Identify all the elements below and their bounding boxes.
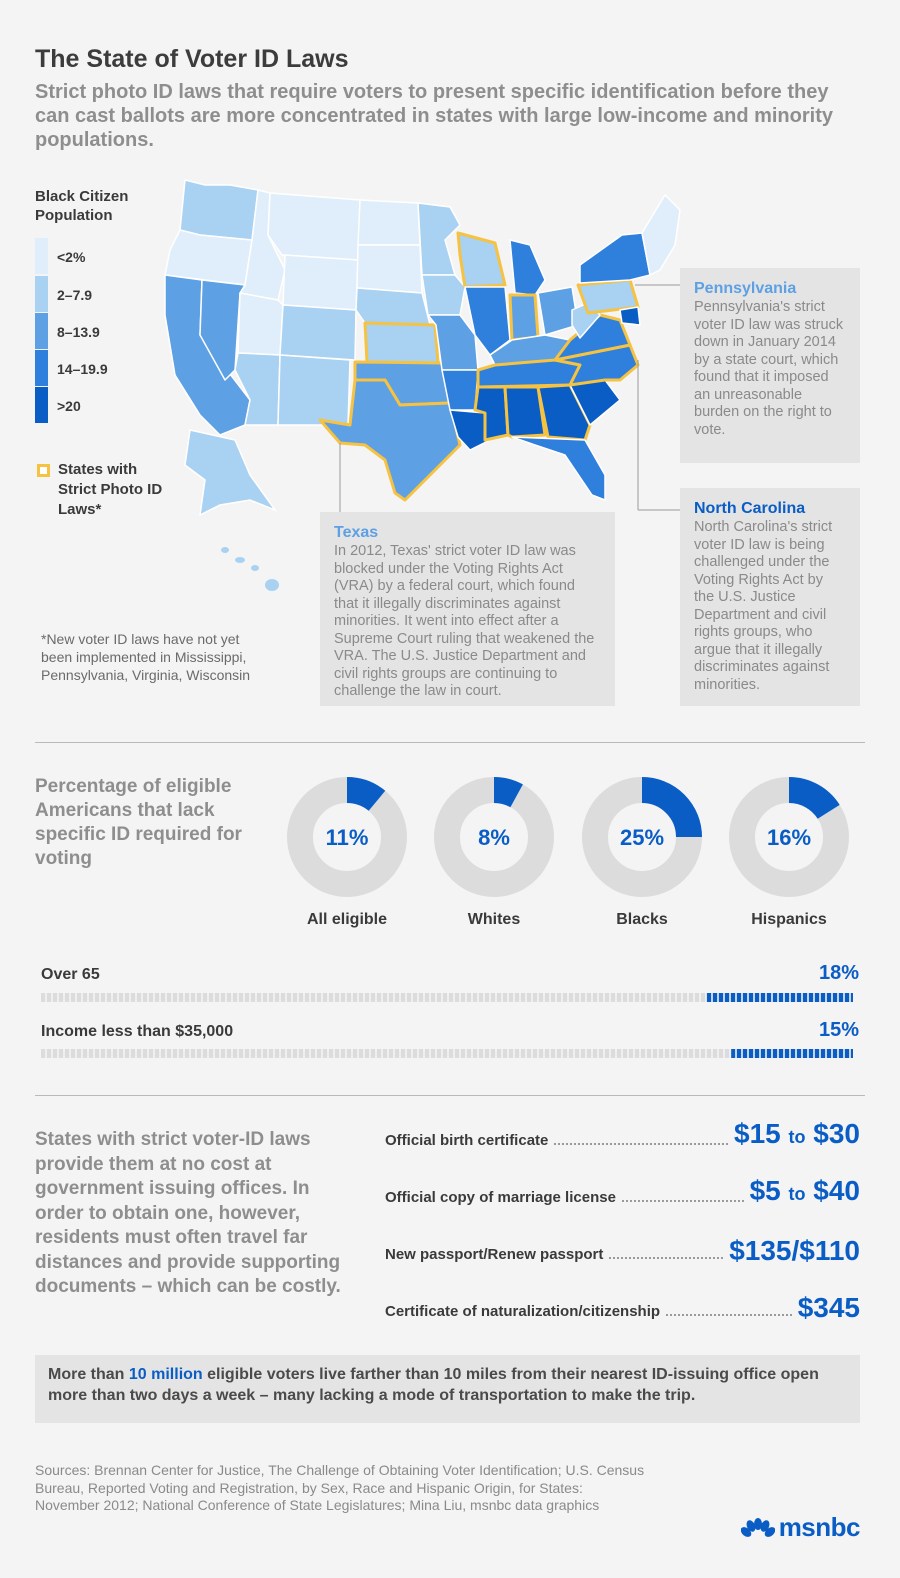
cost-leader-dots [622, 1200, 744, 1202]
state-alaska [185, 430, 275, 515]
bar-value-over-65: 18% [818, 962, 859, 984]
legend-label-5: >20 [57, 398, 81, 414]
legend-label-1: <2% [57, 249, 86, 265]
bar-ticks [46, 993, 850, 1002]
legend-label-4: 14–19.9 [57, 361, 108, 377]
page-title: The State of Voter ID Laws [35, 45, 349, 73]
legend-title: Black Citizen Population [35, 188, 129, 224]
state-iowa [422, 275, 465, 315]
msnbc-logo [741, 1512, 860, 1543]
donut-label-hispanics: Hispanics [751, 911, 827, 928]
banner-text-before: More than [48, 1366, 129, 1383]
donut-value: 16% [766, 825, 812, 850]
strict-law-label: States with Strict Photo ID Laws* [58, 461, 163, 518]
cost-high: $40 [813, 1175, 860, 1206]
legend-swatch-5 [35, 387, 48, 423]
cost-low: $5 [749, 1175, 781, 1206]
donut-all-eligible [300, 790, 394, 884]
state-new-mexico [278, 355, 350, 425]
legend-swatch-2 [35, 276, 48, 312]
callout-north-carolina-text: North Carolina's strict voter ID law is being challenged under the Voting Rights Act by the U.S. Justice Department and civil rights groups, who argue that it illegally discriminates against minorities. [694, 519, 833, 693]
cost-value [734, 1118, 860, 1153]
state-new-york [580, 233, 650, 283]
donut-value: 11% [325, 825, 369, 850]
donut-hispanics [742, 790, 836, 884]
donut-charts [280, 772, 860, 902]
bar-fill [707, 993, 853, 1002]
state-kansas [365, 323, 438, 363]
bar-fill [731, 1049, 853, 1058]
donut-label-whites: Whites [467, 911, 521, 928]
state-florida [512, 437, 605, 500]
footnote: *New voter ID laws have not yet been implemented in Mississippi, Pennsylvania, Virginia, Wisconsin [41, 631, 251, 683]
cost-value: $135/$110 [729, 1235, 860, 1266]
legend-label-3: 8–13.9 [57, 324, 100, 340]
banner-text-after: eligible voters live farther than 10 miles from their nearest ID-issuing office open more than two days a week – many lacking a mode of transportation to make the trip. [48, 1366, 819, 1404]
divider [35, 742, 865, 743]
sources: Sources: Brennan Center for Justice, The Challenge of Obtaining Voter Identification; U.S. Census Bureau, Reported Voting and Registration, by Sex, Race and Hispanic Origin, for States: November 2012; National Conference of State Legislatures; Mina Liu, msnbc data graphics [35, 1462, 645, 1513]
legend-swatch-4 [35, 350, 48, 386]
cost-label: Official copy of marriage license [385, 1189, 616, 1206]
callout-texas-text: In 2012, Texas' strict voter ID law was blocked under the Voting Rights Act (VRA) by a federal court, which found that it illegally discriminates against minorities. It went into effect after a Supreme Court ruling that weakened the VRA. The U.S. Justice Department and civil rights groups are continuing to challenge the law in court. [334, 543, 595, 699]
state-utah [238, 293, 283, 355]
cost-value [750, 1175, 860, 1210]
state-hawaii [221, 547, 279, 591]
bar-ticks [46, 1049, 850, 1058]
state-tennessee [478, 360, 580, 387]
legend-swatch-3 [35, 313, 48, 349]
donut-whites [447, 790, 541, 884]
callout-north-carolina-title: North Carolina [694, 500, 806, 517]
donut-arc [347, 790, 377, 801]
cost-high: $30 [813, 1118, 860, 1149]
state-nebraska [356, 288, 430, 325]
state-colorado [280, 305, 356, 360]
donut-arc [789, 790, 829, 812]
cost-label: Official birth certificate [385, 1132, 549, 1149]
bar-label-over-65: Over 65 [41, 966, 100, 983]
divider [35, 1095, 865, 1096]
callout-texas-title: Texas [334, 524, 379, 541]
banner-highlight: 10 million [128, 1366, 203, 1383]
donut-arc [494, 790, 517, 796]
cost-label: Certificate of naturalization/citizenship [385, 1303, 661, 1320]
page-subtitle: Strict photo ID laws that require voters to present specific identification before they can cast ballots are more concentrated in states with large low-income and minority populations. [35, 81, 833, 151]
cost-row-marriage-license [385, 1174, 860, 1210]
donut-blacks [595, 790, 689, 884]
cost-value: $345 [797, 1292, 860, 1323]
costs-intro: States with strict voter-ID laws provide them at no cost at government issuing offices. In order to obtain one, however, residents must often travel far distances and provide supporting documents – which can be costly. [35, 1129, 341, 1297]
cost-to: to [788, 1184, 806, 1204]
state-indiana [510, 295, 538, 340]
state-north-dakota [358, 200, 420, 245]
peacock-icon [741, 1517, 775, 1539]
callout-north-carolina [680, 488, 860, 706]
strict-law-swatch [37, 464, 50, 477]
donut-value: 8% [478, 825, 510, 850]
state-south-dakota [357, 245, 422, 293]
cost-to: to [788, 1127, 806, 1147]
state-wisconsin [458, 233, 505, 287]
legend-label-2: 2–7.9 [57, 287, 93, 303]
cost-leader-dots [666, 1314, 792, 1316]
state-maryland-delaware [620, 307, 640, 325]
bar-over-65 [41, 993, 853, 1002]
state-montana [268, 193, 360, 260]
callout-pennsylvania [680, 268, 860, 463]
bar-income [41, 1049, 853, 1058]
cost-row-passport [385, 1231, 860, 1267]
cost-label: New passport/Renew passport [385, 1246, 604, 1263]
distance-banner [35, 1355, 860, 1423]
brand-name: msnbc [778, 1512, 860, 1542]
state-new-england [642, 195, 680, 275]
callout-texas [320, 512, 615, 706]
state-washington [180, 180, 258, 240]
legend-swatch-1 [35, 238, 48, 274]
cost-leader-dots [554, 1143, 728, 1145]
donut-label-all-eligible: All eligible [306, 911, 387, 928]
donut-value: 25% [619, 825, 665, 850]
bar-value-income: 15% [818, 1019, 859, 1041]
state-michigan [510, 240, 545, 295]
cost-low: $15 [734, 1118, 781, 1149]
bar-label-income: Income less than $35,000 [41, 1023, 234, 1040]
cost-row-birth-certificate [385, 1117, 860, 1153]
callout-pennsylvania-title: Pennsylvania [694, 280, 797, 297]
lack-id-title: Percentage of eligible Americans that lack specific ID required for voting [35, 776, 242, 869]
callout-pennsylvania-text: Pennsylvania's strict voter ID law was struck down in January 2014 by a state court, which found that it imposed an unreasonable burden on the right to vote. [694, 299, 844, 438]
state-wyoming [283, 255, 358, 310]
donut-label-blacks: Blacks [616, 911, 668, 928]
cost-leader-dots [609, 1257, 723, 1259]
cost-row-naturalization [385, 1288, 860, 1324]
state-minnesota [418, 203, 460, 275]
